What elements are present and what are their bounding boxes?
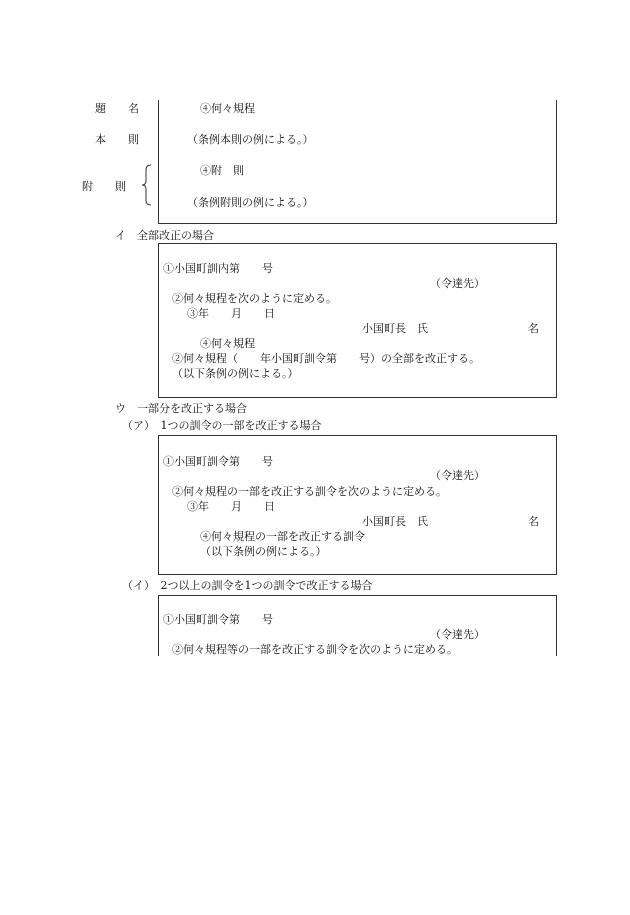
section-i-line5-b: 名 — [528, 322, 539, 335]
sub-a-heading: （ア） 1つの訓令の一部を改正する場合 — [122, 419, 322, 432]
section-i-line1: ①小国町訓内第 号 — [163, 262, 273, 275]
section-i-line7: ②何々規程（ 年小国町訓令第 号）の全部を改正する。 — [172, 352, 480, 365]
fusoku-title: ④附 則 — [200, 164, 244, 177]
sub-a-line1: ①小国町訓令第 号 — [163, 455, 273, 468]
sub-a-line4: ③年 月 日 — [187, 500, 275, 513]
fusoku-label: 附 則 — [82, 180, 126, 193]
section-i-line8: （以下条例の例による。） — [172, 367, 299, 380]
daimei-label: 題 名 — [95, 102, 139, 115]
honsoku-value: （条例本則の例による。） — [187, 133, 314, 146]
sub-b-line2: （令達先） — [430, 628, 485, 641]
sub-b-line3: ②何々規程等の一部を改正する訓令を次のように定める。 — [172, 643, 458, 656]
honsoku-label: 本 則 — [95, 133, 139, 146]
section-i-line2: （令達先） — [430, 277, 485, 290]
sub-a-line6: ④何々規程の一部を改正する訓令 — [200, 530, 365, 543]
section-i-line3: ②何々規程を次のように定める。 — [172, 292, 337, 305]
sub-b-heading: （イ） 2つ以上の訓令を1つの訓令で改正する場合 — [122, 579, 373, 592]
sub-a-line5-b: 名 — [528, 515, 539, 528]
section-u-heading: ウ 一部分を改正する場合 — [115, 402, 247, 415]
section-i-heading: イ 全部改正の場合 — [115, 229, 214, 242]
section-i-line4: ③年 月 日 — [187, 307, 275, 320]
sub-a-line7: （以下条例の例による。） — [200, 545, 327, 558]
section-i-line5-a: 小国町長 氏 — [362, 322, 428, 335]
sub-a-line5-a: 小国町長 氏 — [362, 515, 428, 528]
left-brace-icon — [141, 164, 153, 206]
sub-a-line2: （令達先） — [430, 469, 485, 482]
section-i-line6: ④何々規程 — [200, 337, 255, 350]
sub-a-line3: ②何々規程の一部を改正する訓令を次のように定める。 — [172, 485, 447, 498]
daimei-value: ④何々規程 — [200, 102, 255, 115]
fusoku-value: （条例附則の例による。） — [187, 196, 314, 209]
sub-b-line1: ①小国町訓令第 号 — [163, 613, 273, 626]
